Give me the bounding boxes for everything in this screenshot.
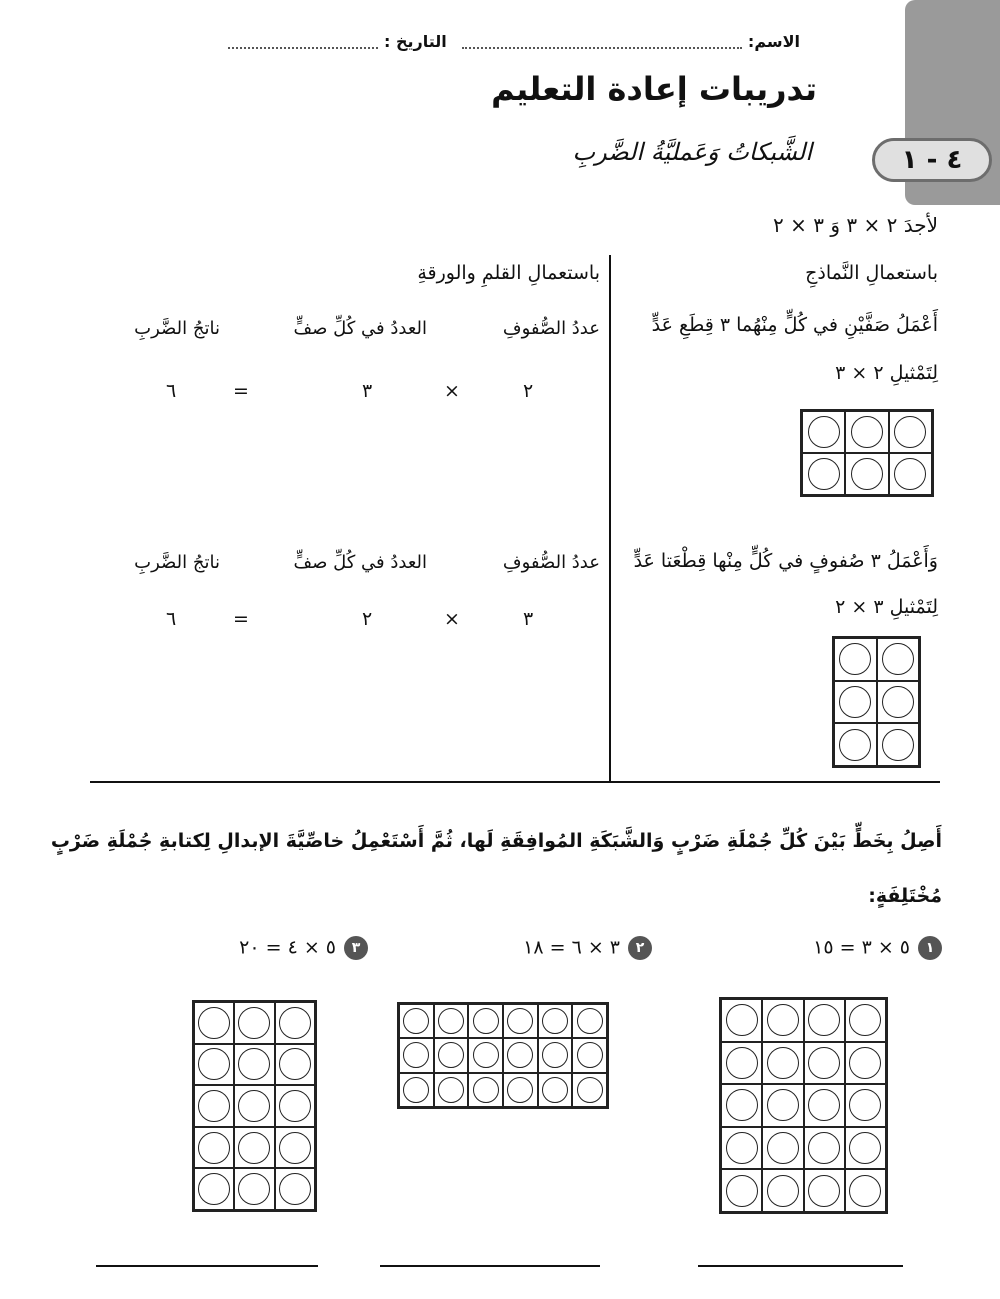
counter-circle xyxy=(851,416,883,448)
counter-circle xyxy=(726,1132,758,1164)
grid-cell xyxy=(234,1002,274,1044)
model-grid-3x2 xyxy=(832,636,921,768)
counter-circle xyxy=(767,1175,799,1207)
grid-cell xyxy=(275,1127,315,1169)
grid-cell xyxy=(572,1073,607,1107)
name-label: الاسم: xyxy=(747,32,800,51)
name-date-row xyxy=(228,32,800,51)
grid-cell xyxy=(834,638,877,681)
counter-circle xyxy=(473,1077,499,1103)
eq1-product: ٦ xyxy=(166,380,177,402)
counter-circle xyxy=(542,1077,568,1103)
counter-circle xyxy=(839,729,871,761)
eq2-each: ٢ xyxy=(362,608,373,630)
counter-circle xyxy=(507,1077,533,1103)
counter-circle xyxy=(403,1077,429,1103)
grid-cell xyxy=(804,1169,845,1212)
counter-circle xyxy=(767,1004,799,1036)
eq1-rows: ٢ xyxy=(523,380,534,402)
counter-circle xyxy=(238,1173,270,1205)
grid-cell xyxy=(834,723,877,766)
grid-cell xyxy=(434,1038,469,1072)
counter-circle xyxy=(808,416,840,448)
grid-cell xyxy=(538,1038,573,1072)
grid-cell xyxy=(877,723,920,766)
product-header: ناتجُ الضَّربِ xyxy=(134,318,220,339)
counter-circle xyxy=(808,1004,840,1036)
counter-circle xyxy=(808,1089,840,1121)
eq2-product: ٦ xyxy=(166,608,177,630)
grid-cell xyxy=(877,681,920,724)
counter-circle xyxy=(279,1007,311,1039)
grid-cell xyxy=(399,1073,434,1107)
grid-cell xyxy=(845,1169,886,1212)
grid-cell xyxy=(234,1168,274,1210)
grid-cell xyxy=(889,411,932,453)
counter-circle xyxy=(238,1007,270,1039)
grid-cell xyxy=(503,1004,538,1038)
counter-circle xyxy=(808,1132,840,1164)
exercise-number-badge: ٢ xyxy=(628,936,652,960)
counter-circle xyxy=(882,643,914,675)
counter-circle xyxy=(438,1042,464,1068)
counter-circle xyxy=(438,1077,464,1103)
product-header: ناتجُ الضَّربِ xyxy=(134,552,220,573)
answer-line-2[interactable] xyxy=(380,1265,600,1267)
model2-line2: لِتَمْثيلِ ٣ × ٢ xyxy=(835,596,938,618)
grid-cell xyxy=(234,1085,274,1127)
exercise-sentence: ٣ × ٦ = ١٨ xyxy=(523,936,620,959)
page-subtitle: الشَّبكاتُ وَعَمليَّةُ الضَّربِ xyxy=(572,138,812,166)
grid-cell xyxy=(762,1127,803,1170)
date-label: التاريخ : xyxy=(384,32,447,51)
counter-circle xyxy=(473,1008,499,1034)
grid-cell xyxy=(804,1127,845,1170)
grid-cell xyxy=(834,681,877,724)
counter-circle xyxy=(839,686,871,718)
counter-circle xyxy=(279,1090,311,1122)
model2-line1: وَأَعْمَلُ ٣ صُفوفٍ في كُلٍّ مِنْها قِطْعَتا عَدٍّ xyxy=(633,550,938,572)
grid-cell xyxy=(399,1038,434,1072)
counter-circle xyxy=(894,458,926,490)
grid-cell xyxy=(275,1044,315,1086)
counter-circle xyxy=(279,1132,311,1164)
exercise-1 xyxy=(813,936,942,960)
grid-cell xyxy=(572,1038,607,1072)
counter-circle xyxy=(882,729,914,761)
grid-cell xyxy=(503,1038,538,1072)
grid-cell xyxy=(721,1127,762,1170)
eq1-each: ٣ xyxy=(362,380,373,402)
grid-cell xyxy=(275,1002,315,1044)
exercise-number-badge: ٣ xyxy=(344,936,368,960)
grid-cell xyxy=(845,1127,886,1170)
grid-cell xyxy=(762,999,803,1042)
array-grid-3x6[interactable] xyxy=(397,1002,609,1109)
paper-heading: باستعمالِ القلمِ والورقةِ xyxy=(417,262,600,284)
counter-circle xyxy=(849,1132,881,1164)
grid-cell xyxy=(889,453,932,495)
eq2-rows: ٣ xyxy=(523,608,534,630)
exercise-3 xyxy=(239,936,368,960)
grid-cell xyxy=(275,1168,315,1210)
counter-circle xyxy=(403,1042,429,1068)
counter-circle xyxy=(198,1173,230,1205)
grid-cell xyxy=(234,1044,274,1086)
eq1-equals: = xyxy=(233,380,249,402)
array-grid-5x4[interactable] xyxy=(719,997,888,1214)
counter-circle xyxy=(726,1004,758,1036)
grid-cell xyxy=(762,1084,803,1127)
grid-cell xyxy=(468,1004,503,1038)
grid-cell xyxy=(721,999,762,1042)
grid-cell xyxy=(762,1042,803,1085)
counter-circle xyxy=(238,1132,270,1164)
counter-circle xyxy=(726,1089,758,1121)
counter-circle xyxy=(849,1175,881,1207)
model-grid-2x3 xyxy=(800,409,934,497)
exercise-number-badge: ١ xyxy=(918,936,942,960)
grid-cell xyxy=(802,411,845,453)
grid-cell xyxy=(721,1084,762,1127)
counter-circle xyxy=(279,1173,311,1205)
counter-circle xyxy=(542,1042,568,1068)
grid-cell xyxy=(468,1038,503,1072)
grid-cell xyxy=(538,1004,573,1038)
counter-circle xyxy=(279,1048,311,1080)
grid-cell xyxy=(194,1127,234,1169)
grid-cell xyxy=(804,999,845,1042)
model1-line1: أَعْمَلُ صَفَّيْنِ في كُلٍّ مِنْهُما ٣ قِطَعِ عَدٍّ xyxy=(651,314,938,336)
grid-cell xyxy=(194,1044,234,1086)
model1-line2: لِتَمْثيلِ ٢ × ٣ xyxy=(835,362,938,384)
grid-cell xyxy=(194,1168,234,1210)
counter-circle xyxy=(849,1047,881,1079)
instruction-line2: مُخْتَلِفَةٍ: xyxy=(868,885,942,907)
grid-cell xyxy=(399,1004,434,1038)
counter-circle xyxy=(577,1077,603,1103)
per-row-header: العددُ في كُلِّ صفٍّ xyxy=(293,552,427,573)
counter-circle xyxy=(577,1008,603,1034)
grid-cell xyxy=(802,453,845,495)
counter-circle xyxy=(507,1042,533,1068)
counter-circle xyxy=(198,1048,230,1080)
exercise-sentence: ٥ × ٤ = ٢٠ xyxy=(239,936,336,959)
array-grid-5x3[interactable] xyxy=(192,1000,317,1212)
per-row-header: العددُ في كُلِّ صفٍّ xyxy=(293,318,427,339)
name-field[interactable] xyxy=(462,37,742,49)
counter-circle xyxy=(808,1175,840,1207)
rows-count-header: عددُ الصُّفوفِ xyxy=(502,318,600,339)
rows-count-header: عددُ الصُّفوفِ xyxy=(502,552,600,573)
grid-cell xyxy=(762,1169,803,1212)
answer-line-1[interactable] xyxy=(698,1265,903,1267)
counter-circle xyxy=(577,1042,603,1068)
grid-cell xyxy=(877,638,920,681)
grid-cell xyxy=(275,1085,315,1127)
eq2-equals: = xyxy=(233,608,249,630)
counter-circle xyxy=(507,1008,533,1034)
counter-circle xyxy=(767,1047,799,1079)
lesson-number-badge: ٤ - ١ xyxy=(872,138,992,182)
eq2-times: × xyxy=(444,608,460,630)
counter-circle xyxy=(849,1004,881,1036)
counter-circle xyxy=(238,1048,270,1080)
counter-circle xyxy=(767,1132,799,1164)
grid-cell xyxy=(434,1004,469,1038)
counter-circle xyxy=(808,458,840,490)
column-divider xyxy=(609,255,611,783)
counter-circle xyxy=(198,1090,230,1122)
counter-circle xyxy=(894,416,926,448)
counter-circle xyxy=(438,1008,464,1034)
eq1-times: × xyxy=(444,380,460,402)
counter-circle xyxy=(542,1008,568,1034)
counter-circle xyxy=(238,1090,270,1122)
answer-line-3[interactable] xyxy=(96,1265,318,1267)
instruction-line1: أَصِلُ بِخَطٍّ بَيْنَ كُلِّ جُمْلَةِ ضَرْبٍ وَالشَّبَكَةِ المُوافِقَةِ لَها، ثُمَّ أَسْتَعْمِلُ خاصِّيَّةَ الإبدالِ لِكتابةِ جُمْلَةِ ضَرْبٍ xyxy=(50,830,942,852)
models-heading: باستعمالِ النَّماذجِ xyxy=(805,262,938,284)
grid-cell xyxy=(845,1084,886,1127)
grid-cell xyxy=(234,1127,274,1169)
counter-circle xyxy=(473,1042,499,1068)
grid-cell xyxy=(572,1004,607,1038)
exercise-2 xyxy=(523,936,652,960)
grid-cell xyxy=(845,411,888,453)
grid-cell xyxy=(804,1084,845,1127)
grid-cell xyxy=(194,1085,234,1127)
counter-circle xyxy=(839,643,871,675)
counter-circle xyxy=(198,1007,230,1039)
grid-cell xyxy=(804,1042,845,1085)
question-heading: لأجدَ ٢ × ٣ وَ ٣ × ٢ xyxy=(773,213,938,237)
counter-circle xyxy=(403,1008,429,1034)
grid-cell xyxy=(503,1073,538,1107)
grid-cell xyxy=(194,1002,234,1044)
counter-circle xyxy=(726,1175,758,1207)
counter-circle xyxy=(726,1047,758,1079)
grid-cell xyxy=(845,453,888,495)
counter-circle xyxy=(882,686,914,718)
grid-cell xyxy=(721,1169,762,1212)
counter-circle xyxy=(849,1089,881,1121)
exercise-sentence: ٥ × ٣ = ١٥ xyxy=(813,936,910,959)
grid-cell xyxy=(468,1073,503,1107)
date-field[interactable] xyxy=(228,37,378,49)
counter-circle xyxy=(851,458,883,490)
grid-cell xyxy=(434,1073,469,1107)
grid-cell xyxy=(538,1073,573,1107)
counter-circle xyxy=(767,1089,799,1121)
grid-cell xyxy=(845,999,886,1042)
grid-cell xyxy=(845,1042,886,1085)
page-title: تدريبات إعادة التعليم xyxy=(491,70,817,108)
counter-circle xyxy=(198,1132,230,1164)
section-divider xyxy=(90,781,940,783)
counter-circle xyxy=(808,1047,840,1079)
grid-cell xyxy=(721,1042,762,1085)
